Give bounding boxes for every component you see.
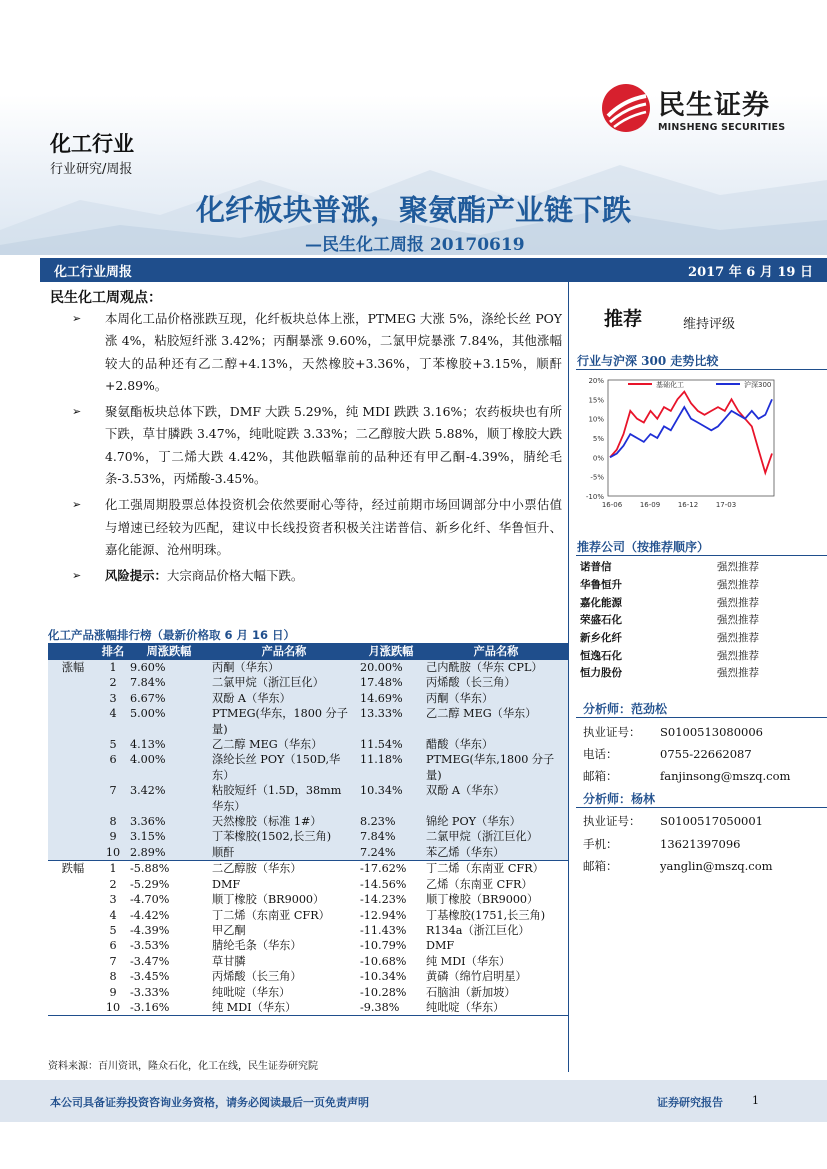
table-header-row [48, 644, 568, 660]
table-cell: -3.53% [128, 938, 210, 953]
table-row [48, 938, 568, 953]
field-label: 手机： [583, 837, 618, 851]
table-cell: 纯 MDI（华东） [424, 954, 568, 969]
page-number: 1 [752, 1094, 759, 1107]
arrow-bullet-icon: ➢ [72, 405, 82, 419]
company-name: 嘉化能源 [580, 596, 622, 609]
table-cell: 天然橡胶（标准 1#） [210, 814, 358, 829]
table-cell: 6.67% [128, 691, 210, 706]
field-value: S0100517050001 [660, 814, 763, 828]
table-cell: -4.42% [128, 908, 210, 923]
field-value: 13621397096 [660, 837, 741, 851]
table-cell: -10.28% [358, 985, 424, 1000]
table-cell: 8.23% [358, 814, 424, 829]
risk-text: 大宗商品价格大幅下跌。 [166, 568, 304, 584]
x-tick-label: 17-03 [715, 501, 737, 509]
plot-frame [608, 380, 774, 496]
table-cell: 4.13% [128, 737, 210, 752]
col-header: 排名 [98, 644, 128, 660]
company-row [580, 558, 805, 576]
table-cell: 丁苯橡胶(1502,长三角) [210, 829, 358, 844]
table-cell [48, 938, 98, 953]
bullet-item [72, 494, 562, 561]
table-row [48, 954, 568, 969]
logo-cn-text: 民生证券 [658, 90, 770, 121]
table-cell: -5.29% [128, 877, 210, 892]
bullet-item [72, 401, 562, 490]
company-row [580, 646, 805, 664]
y-tick-label: 0% [592, 454, 604, 463]
company-row [580, 664, 805, 682]
table-cell: 14.69% [358, 691, 424, 706]
table-cell [48, 892, 98, 907]
legend-label: 基础化工 [656, 381, 684, 389]
company-rating: 强烈推荐 [717, 579, 759, 592]
analyst-cert [583, 813, 763, 829]
table-cell: -12.94% [358, 908, 424, 923]
risk-item [72, 565, 562, 587]
price-ranking-table [48, 644, 568, 1016]
y-tick-label: 5% [592, 435, 604, 443]
table-cell: 9 [98, 985, 128, 1000]
report-subtitle: —民生化工周报 20170619 [305, 235, 525, 255]
company-rating: 强烈推荐 [717, 561, 759, 574]
table-cell: 双酚 A（华东） [210, 691, 358, 706]
table-cell: 4 [98, 706, 128, 737]
table-cell: 乙烯（东南亚 CFR） [424, 877, 568, 892]
table-cell [48, 675, 98, 690]
table-cell: 苯乙烯（华东） [424, 845, 568, 861]
table-cell [48, 1000, 98, 1016]
table-row [48, 829, 568, 844]
table-cell: R134a（浙江巨化） [424, 923, 568, 938]
table-cell: -17.62% [358, 861, 424, 877]
rating-maintain: 维持评级 [683, 317, 736, 332]
table-cell: 黄磷（绵竹启明星） [424, 969, 568, 984]
table-cell: DMF [210, 877, 358, 892]
col-header: 周涨跌幅 [128, 644, 210, 660]
table-cell: 7 [98, 954, 128, 969]
table-cell: -5.88% [128, 861, 210, 877]
field-value: yanglin@mszq.com [660, 859, 773, 873]
bar-left-label: 化工行业周报 [54, 264, 133, 280]
table-cell: 2 [98, 877, 128, 892]
table-cell: 3 [98, 691, 128, 706]
table-cell [48, 954, 98, 969]
table-cell: 顺丁橡胶（BR9000） [424, 892, 568, 907]
table-cell: 6 [98, 938, 128, 953]
table-cell: 1 [98, 861, 128, 877]
table-cell: 顺酐 [210, 845, 358, 861]
analyst-cert [583, 724, 763, 740]
table-row [48, 877, 568, 892]
company-name: 新乡化纤 [580, 632, 622, 645]
table-cell: 二氯甲烷（浙江巨化） [424, 829, 568, 844]
table-cell: 3 [98, 892, 128, 907]
logo-en-text: MINSHENG SECURITIES [658, 122, 786, 133]
table-cell: 11.18% [358, 752, 424, 783]
analyst-email [583, 858, 773, 874]
company-name: 荣盛石化 [580, 614, 622, 627]
table-row [48, 985, 568, 1000]
table-cell: 草甘膦 [210, 954, 358, 969]
bullet-item [72, 308, 562, 397]
col-header: 产品名称 [424, 644, 568, 660]
table-cell: PTMEG(华东，1800 分子量) [210, 706, 358, 737]
table-row [48, 691, 568, 706]
company-name: 诺普信 [580, 561, 612, 574]
column-divider [568, 282, 569, 1072]
table-cell: 9 [98, 829, 128, 844]
arrow-bullet-icon: ➢ [72, 312, 82, 325]
table-cell: 7.84% [358, 829, 424, 844]
analyst-rule [576, 717, 827, 718]
legend-label: 沪深300 [744, 381, 772, 389]
table-cell: 跌幅 [48, 861, 98, 877]
table-cell: 涤纶长丝 POY（150D,华东） [210, 752, 358, 783]
table-cell: -10.68% [358, 954, 424, 969]
table-cell: 3.42% [128, 783, 210, 814]
field-value: S0100513080006 [660, 725, 763, 739]
table-cell: 7.24% [358, 845, 424, 861]
company-rating: 强烈推荐 [717, 667, 759, 680]
bullet-text: 聚氨酯板块总体下跌，DMF 大跌 5.29%，纯 MDI 跌跌 3.16%；农药板块也有所下跌，草甘膦跌 3.47%，纯吡啶跌 3.33%；二乙醇胺大跌 5.88%，顺丁橡胶大跌 4.70%，丁二烯大跌 4.42%，其他跌幅靠前的品种还有甲乙酮-4.39%，腈纶毛条-3.53%，丙烯酸-3.45%。 [105, 404, 562, 487]
table-cell: 丙酮（华东） [210, 660, 358, 675]
company-name: 华鲁恒升 [580, 579, 622, 592]
arrow-bullet-icon: ➢ [72, 498, 82, 512]
table-cell: 13.33% [358, 706, 424, 737]
table-cell: 顺丁橡胶（BR9000） [210, 892, 358, 907]
report-type: 行业研究/周报 [50, 162, 133, 177]
table-cell: 17.48% [358, 675, 424, 690]
table-cell [48, 783, 98, 814]
table-cell: 11.54% [358, 737, 424, 752]
y-tick-label: -5% [590, 473, 604, 482]
analyst-rule [576, 807, 827, 808]
table-cell: -3.47% [128, 954, 210, 969]
table-cell: -14.56% [358, 877, 424, 892]
table-cell: 丁二烯（东南亚 CFR） [210, 908, 358, 923]
table-cell: 10 [98, 1000, 128, 1016]
table-source: 资料来源：百川资讯，隆众石化，化工在线，民生证券研究院 [48, 1061, 318, 1072]
table-cell [48, 908, 98, 923]
table-cell [48, 829, 98, 844]
table-row [48, 783, 568, 814]
table-title: 化工产品涨幅排行榜（最新价格取 6 月 16 日） [48, 628, 296, 642]
table-cell: 乙二醇 MEG（华东） [210, 737, 358, 752]
table-cell: 4.00% [128, 752, 210, 783]
table-cell: 石脑油（新加坡） [424, 985, 568, 1000]
companies-heading: 推荐公司（按推荐顺序） [577, 540, 710, 554]
table-cell: 双酚 A（华东） [424, 783, 568, 814]
company-list [580, 558, 805, 682]
table-row [48, 675, 568, 690]
company-row [580, 629, 805, 647]
field-label: 邮箱： [583, 769, 618, 783]
company-rating: 强烈推荐 [717, 649, 759, 662]
table-cell: 丙酮（华东） [424, 691, 568, 706]
table-cell: 纯 MDI（华东） [210, 1000, 358, 1016]
table-cell: 二乙醇胺（华东） [210, 861, 358, 877]
table-cell: 粘胶短纤（1.5D，38mm 华东） [210, 783, 358, 814]
report-title: 化纤板块普涨，聚氨酯产业链下跌 [195, 193, 631, 227]
table-cell: 乙二醇 MEG（华东） [424, 706, 568, 737]
x-tick-label: 16-12 [677, 501, 699, 509]
table-cell: 5 [98, 737, 128, 752]
table-cell [48, 877, 98, 892]
table-cell: 7.84% [128, 675, 210, 690]
table-row [48, 752, 568, 783]
table-cell: 丁基橡胶(1751,长三角) [424, 908, 568, 923]
table-row [48, 892, 568, 907]
table-cell: 3.36% [128, 814, 210, 829]
table-cell: 3.15% [128, 829, 210, 844]
y-tick-label: 15% [588, 396, 604, 405]
field-label: 执业证号： [583, 814, 641, 828]
table-cell: 7 [98, 783, 128, 814]
table-cell: -10.79% [358, 938, 424, 953]
table-cell [48, 969, 98, 984]
table-cell: 8 [98, 814, 128, 829]
table-cell: 纯吡啶（华东） [424, 1000, 568, 1016]
table-row [48, 737, 568, 752]
industry-label: 化工行业 [50, 132, 134, 156]
trend-chart [576, 370, 826, 520]
col-header [48, 644, 98, 660]
analyst-heading: 分析师：杨林 [583, 792, 656, 806]
table-cell: -14.23% [358, 892, 424, 907]
y-tick-label: 10% [588, 415, 604, 424]
table-cell: 8 [98, 969, 128, 984]
table-cell [48, 752, 98, 783]
table-cell: 己内酰胺（华东 CPL） [424, 660, 568, 675]
table-cell: 4 [98, 908, 128, 923]
table-cell: -3.45% [128, 969, 210, 984]
table-cell: 6 [98, 752, 128, 783]
analyst-heading: 分析师：范劲松 [583, 702, 668, 716]
table-row [48, 861, 568, 877]
risk-label: 风险提示： [105, 568, 167, 584]
table-cell [48, 814, 98, 829]
analyst-phone [583, 836, 740, 852]
footer-disclaimer: 本公司具备证券投资咨询业务资格，请务必阅读最后一页免责声明 [50, 1096, 369, 1109]
viewpoint-heading: 民生化工周观点： [50, 290, 162, 306]
y-tick-label: 20% [588, 377, 604, 385]
company-logo [600, 82, 785, 134]
table-cell [48, 845, 98, 861]
bullet-text: 化工强周期股票总体投资机会依然要耐心等待，经过前期市场回调部分中小票估值与增速已经较为匹配，建议中长线投资者积极关注诺普信、新乡化纤、华鲁恒升、嘉化能源、沧州明珠。 [105, 497, 562, 557]
table-cell [48, 706, 98, 737]
table-cell: PTMEG(华东,1800 分子量) [424, 752, 568, 783]
table-cell: 锦纶 POY（华东） [424, 814, 568, 829]
bullet-text: 本周化工品价格涨跌互现，化纤板块总体上涨，PTMEG 大涨 5%，涤纶长丝 POY 涨 4%，粘胶短纤涨 3.42%；丙酮暴涨 9.60%，二氯甲烷暴涨 7.84%，其他涨幅较大的品种还有乙二醇+4.13%，天然橡胶+3.36%，丁苯橡胶+3.15%，顺酐+2.89%。 [105, 311, 562, 393]
company-row [580, 593, 805, 611]
analyst-phone [583, 746, 752, 762]
table-row [48, 706, 568, 737]
table-cell: 丁二烯（东南亚 CFR） [424, 861, 568, 877]
table-cell: -4.39% [128, 923, 210, 938]
table-row [48, 969, 568, 984]
field-value: fanjinsong@mszq.com [660, 769, 791, 783]
table-row [48, 845, 568, 861]
table-cell: 10 [98, 845, 128, 861]
table-cell: 2.89% [128, 845, 210, 861]
col-header: 产品名称 [210, 644, 358, 660]
table-cell: 5.00% [128, 706, 210, 737]
table-cell: 1 [98, 660, 128, 675]
table-cell: 20.00% [358, 660, 424, 675]
table-cell: -10.34% [358, 969, 424, 984]
rating-label: 推荐 [604, 308, 643, 330]
table-cell: 9.60% [128, 660, 210, 675]
company-rating: 强烈推荐 [717, 614, 759, 627]
company-name: 恒力股份 [580, 667, 622, 680]
table-row [48, 908, 568, 923]
header-bar [40, 258, 827, 282]
field-label: 电话： [583, 747, 618, 761]
table-cell: 纯吡啶（华东） [210, 985, 358, 1000]
table-row [48, 923, 568, 938]
table-row [48, 814, 568, 829]
company-rating: 强烈推荐 [717, 632, 759, 645]
table-cell: 10.34% [358, 783, 424, 814]
companies-heading-rule [576, 555, 827, 556]
field-value: 0755-22662087 [660, 747, 752, 761]
chart-heading: 行业与沪深 300 走势比较 [577, 354, 719, 368]
table-cell [48, 737, 98, 752]
table-cell [48, 985, 98, 1000]
table-cell [48, 691, 98, 706]
company-rating: 强烈推荐 [717, 596, 759, 609]
table-cell: -3.33% [128, 985, 210, 1000]
table-cell: 5 [98, 923, 128, 938]
analyst-email [583, 768, 790, 784]
y-tick-label: -10% [585, 493, 604, 501]
field-label: 邮箱： [583, 859, 618, 873]
arrow-bullet-icon: ➢ [72, 569, 82, 583]
table-cell: -9.38% [358, 1000, 424, 1016]
footer-report-label: 证券研究报告 [657, 1096, 723, 1109]
table-cell: 二氯甲烷（浙江巨化） [210, 675, 358, 690]
table-cell: -4.70% [128, 892, 210, 907]
table-cell: 腈纶毛条（华东） [210, 938, 358, 953]
company-row [580, 611, 805, 629]
col-header: 月涨跌幅 [358, 644, 424, 660]
report-date: 2017 年 6 月 19 日 [688, 264, 813, 280]
logo-mark-icon [600, 82, 652, 134]
table-cell: -11.43% [358, 923, 424, 938]
company-name: 恒逸石化 [580, 649, 622, 662]
table-cell: 涨幅 [48, 660, 98, 675]
table-cell: 2 [98, 675, 128, 690]
table-cell: 醋酸（华东） [424, 737, 568, 752]
table-cell [48, 923, 98, 938]
table-cell: 甲乙酮 [210, 923, 358, 938]
viewpoint-bullets [72, 308, 562, 592]
company-row [580, 576, 805, 594]
table-cell: 丙烯酸（长三角） [210, 969, 358, 984]
table-row [48, 660, 568, 675]
x-tick-label: 16-09 [639, 501, 661, 509]
x-tick-label: 16-06 [601, 501, 623, 509]
table-row [48, 1000, 568, 1016]
table-cell: DMF [424, 938, 568, 953]
field-label: 执业证号： [583, 725, 641, 739]
table-cell: -3.16% [128, 1000, 210, 1016]
table-cell: 丙烯酸（长三角） [424, 675, 568, 690]
